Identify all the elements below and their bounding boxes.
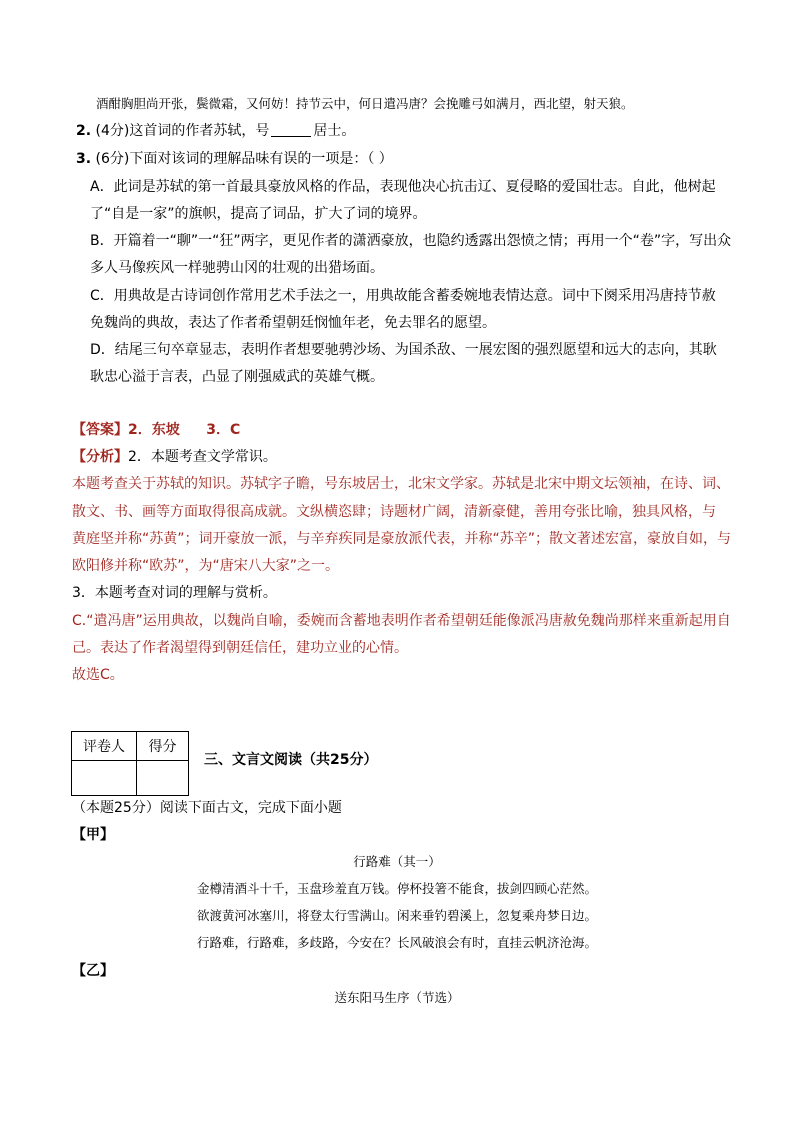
grader-table (71, 731, 189, 796)
grader-header: 评卷人 (72, 732, 137, 761)
analysis-q3-line-2: 己。表达了作者渴望得到朝廷信任，建功立业的心情。 (72, 640, 408, 656)
analysis-heading (72, 447, 277, 467)
question-3-text: (6分)下面对该词的理解品味有误的一项是：（ ） (95, 151, 393, 167)
poem-line-1: 金樽清酒斗十千，玉盘珍羞直万钱。停杯投箸不能食，拔剑四顾心茫然。 (196, 881, 597, 896)
analysis-label: 【分析】 (72, 449, 128, 465)
analysis-para-line-2: 散文、书、画等方面取得很高成就。文纵横恣肆；诗题材广阔，清新豪健，善用夸张比喻，独具风格，与 (72, 504, 716, 520)
score-header: 得分 (137, 732, 189, 761)
question-2-text-pre: (4分)这首词的作者苏轼，号 (95, 123, 270, 139)
question-3-number: 3. (76, 151, 92, 167)
passage-jia-label: 【甲】 (72, 827, 114, 843)
poem-tail-line: 酒酣胸胆尚开张，鬓微霜，又何妨！持节云中，何日遣冯唐？会挽雕弓如满月，西北望，射天狼。 (96, 96, 634, 111)
question-2 (76, 121, 355, 141)
grader-cell (72, 761, 137, 796)
answer-label: 【答案】 (72, 422, 128, 438)
passage-yi-title: 送东阳马生序（节选） (334, 990, 460, 1005)
poem-line-3: 行路难，行路难，多歧路，今安在？长风破浪会有时，直挂云帆济沧海。 (196, 935, 597, 950)
section-3-intro: （本题25分）阅读下面古文，完成下面小题 (72, 800, 342, 816)
analysis-q3-line-1: C.“遣冯唐”运用典故，以魏尚自喻，委婉而含蓄地表明作者希望朝廷能像派冯唐赦免魏尚那样来重新起用自 (72, 613, 731, 629)
analysis-para-line-4: 欧阳修并称“欧苏”，为“唐宋八大家”之一。 (72, 558, 340, 574)
analysis-para-line-3: 黄庭坚并称“苏黄”；词开豪放一派，与辛弃疾同是豪放派代表，并称“苏辛”；散文著述宏富，豪放自如，与 (72, 531, 732, 547)
analysis-q2-heading: 2．本题考查文学常识。 (128, 449, 277, 465)
option-b-line-2: 多人马像疾风一样驰骋山冈的壮观的出猎场面。 (90, 260, 384, 276)
option-d-line-1: D．结尾三句卒章显志，表明作者想要驰骋沙场、为国杀敌、一展宏图的强烈愿望和远大的志向，其耿 (90, 342, 717, 358)
answer-blank (271, 122, 311, 137)
option-c-line-1: C．用典故是古诗词创作常用艺术手法之一，用典故能含蓄委婉地表情达意。词中下阕采用冯唐持节赦 (90, 288, 716, 304)
question-3-stem (76, 149, 393, 169)
passage-yi-label: 【乙】 (72, 963, 114, 979)
section-3-title: 三、文言文阅读（共25分） (204, 752, 378, 768)
answer-2: 2．东坡 (128, 422, 180, 438)
option-a-line-1: A．此词是苏轼的第一首最具豪放风格的作品，表现他决心抗击辽、夏侵略的爱国壮志。自此，他树起 (90, 179, 716, 195)
analysis-conclusion: 故选C。 (72, 667, 124, 683)
option-b-line-1: B．开篇着一“聊”一“狂”两字，更见作者的潇洒豪放，也隐约透露出怨愤之情；再用一个“卷”字，写出众 (90, 233, 732, 249)
option-a-line-2: 了“自是一家”的旗帜，提高了词品，扩大了词的境界。 (90, 206, 427, 222)
answer-line (72, 420, 240, 440)
option-d-line-2: 耿忠心溢于言表，凸显了刚强威武的英雄气概。 (90, 369, 384, 385)
poem-line-2: 欲渡黄河冰塞川，将登太行雪满山。闲来垂钓碧溪上，忽复乘舟梦日边。 (196, 908, 597, 923)
question-2-number: 2. (76, 123, 92, 139)
score-cell (137, 761, 189, 796)
analysis-para-line-1: 本题考查关于苏轼的知识。苏轼字子瞻，号东坡居士，北宋文学家。苏轼是北宋中期文坛领袖，在诗、词、 (72, 476, 730, 492)
option-c-line-2: 免魏尚的典故，表达了作者希望朝廷悯恤年老，免去罪名的愿望。 (90, 315, 496, 331)
question-2-text-post: 居士。 (313, 123, 356, 139)
analysis-q3-heading: 3．本题考查对词的理解与赏析。 (72, 585, 277, 601)
poem-title: 行路难（其一） (353, 854, 441, 869)
answer-3: 3．C (206, 422, 241, 438)
